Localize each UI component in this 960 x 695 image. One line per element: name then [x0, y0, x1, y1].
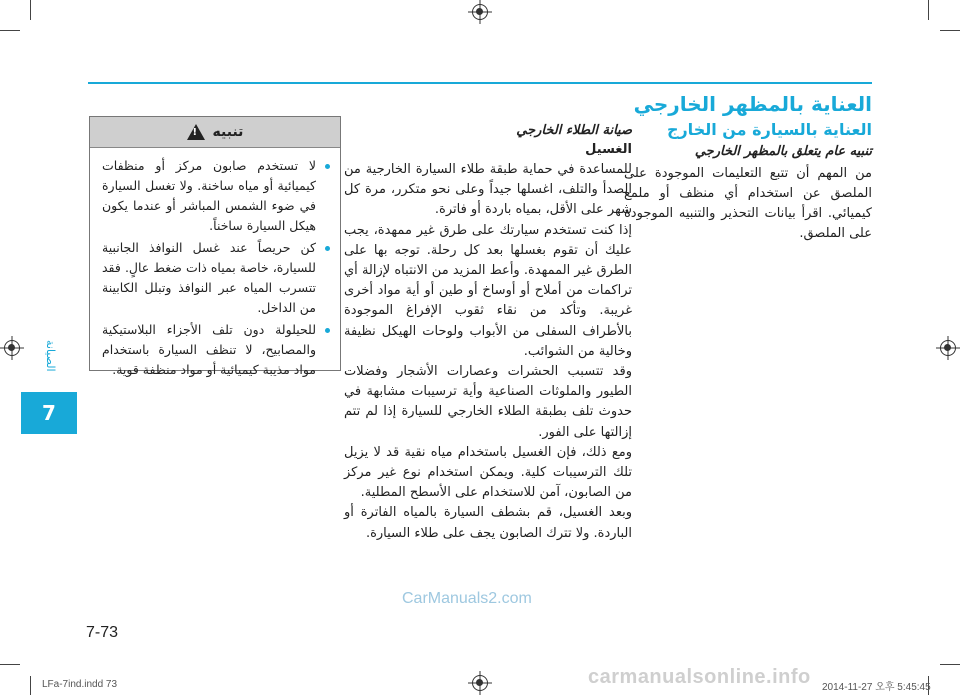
middle-heading: صيانة الطلاء الخارجي	[516, 123, 632, 138]
notice-list	[90, 148, 340, 380]
body-paragraph: إذا كنت تستخدم سيارتك على طرق غير ممهدة، يجب عليك أن تقوم بغسلها بعد كل رحلة. توجه بها على الطرق غير الممهدة. وأعط المزيد من الانتباه لإزالة أي تراكمات من أملاح أو أوساخ أو طين أو أية مواد أخرى غريبة. وتأكد من نقاء ثقوب الإفراغ الموجودة بالأطراف السفلى من الأبواب ولوحات الهيكل نظيفة وخالية من الشوائب.	[344, 222, 632, 359]
warning-triangle-icon	[187, 124, 205, 140]
notice-header	[90, 117, 340, 148]
minor-heading: تنبيه عام يتعلق بالمظهر الخارجي	[694, 144, 872, 159]
registration-mark-icon	[4, 340, 20, 356]
section-subtitle: العناية بالسيارة من الخارج	[666, 120, 872, 139]
middle-body	[344, 160, 632, 544]
crop-mark	[940, 664, 960, 665]
registration-mark-icon	[472, 675, 488, 691]
site-mark: carmanualsonline.info	[588, 666, 811, 688]
watermark: CarManuals2.com	[402, 590, 532, 607]
crop-mark	[940, 30, 960, 31]
body-paragraph: ومع ذلك، فإن الغسيل باستخدام مياه نقية قد لا يزيل تلك الترسيبات كلية. ويمكن استخدام نوع غير مركز من الصابون، آمن للاستخدام على الأسطح المطلية.	[344, 444, 632, 501]
notice-item: للحيلولة دون تلف الأجزاء البلاستيكية والمصابيح، لا تنظف السيارة باستخدام مواد مذيبة كيميائية أو مواد منظفة قوية.	[102, 320, 330, 380]
notice-item: كن حريصاً عند غسل النوافذ الجانبية للسيارة، خاصة بمياه ذات ضغط عالٍ. فقد تتسرب المياه عبر النوافذ وتبلل الكابينة من الداخل.	[102, 238, 330, 318]
crop-mark	[30, 676, 31, 695]
crop-mark	[928, 0, 929, 20]
middle-subheading: الغسيل	[585, 142, 632, 157]
registration-mark-icon	[472, 4, 488, 20]
page-title: العناية بالمظهر الخارجي	[633, 92, 872, 116]
chapter-tab: 7	[21, 392, 77, 434]
registration-mark-icon	[940, 340, 956, 356]
file-info: LFa-7ind.indd 73	[42, 679, 118, 690]
intro-paragraph: من المهم أن تتبع التعليمات الموجودة على الملصق عن استخدام أي منظف أو ملمع كيميائي. اقرأ بيانات التحذير والتنبيه الموجودة على الملصق.	[624, 166, 872, 241]
top-rule	[88, 82, 872, 84]
page-number: 7-73	[86, 624, 119, 641]
section-label: الصيانة	[44, 340, 57, 372]
date-info: 2014-11-27 오후 5:45:45	[822, 682, 931, 693]
body-paragraph: وقد تتسبب الحشرات وعصارات الأشجار وفضلات الطيور والملوثات الصناعية وأية ترسيبات مشابهة في حدوث تلف بطبقة الطلاء الخارجي للسيارة إذا لم تتم إزالتها على الفور.	[344, 364, 632, 440]
body-paragraph: للمساعدة في حماية طبقة طلاء السيارة الخارجية من الصدأ والتلف، اغسلها جيداً وعلى نحو متكرر، مرة كل شهر على الأقل، بمياه باردة أو فاترة.	[344, 162, 632, 218]
notice-box	[89, 116, 341, 377]
crop-mark	[0, 664, 20, 665]
crop-mark	[0, 30, 20, 31]
crop-mark	[30, 0, 31, 20]
notice-title: تنبيه	[212, 124, 244, 140]
notice-item: لا تستخدم صابون مركز أو منظفات كيميائية أو مياه ساخنة. ولا تغسل السيارة في ضوء الشمس المباشر أو عندما يكون هيكل السيارة ساخناً.	[102, 156, 330, 236]
body-paragraph: وبعد الغسيل، قم بشطف السيارة بالمياه الفاترة أو الباردة. ولا تترك الصابون يجف على طلاء السيارة.	[344, 505, 632, 541]
